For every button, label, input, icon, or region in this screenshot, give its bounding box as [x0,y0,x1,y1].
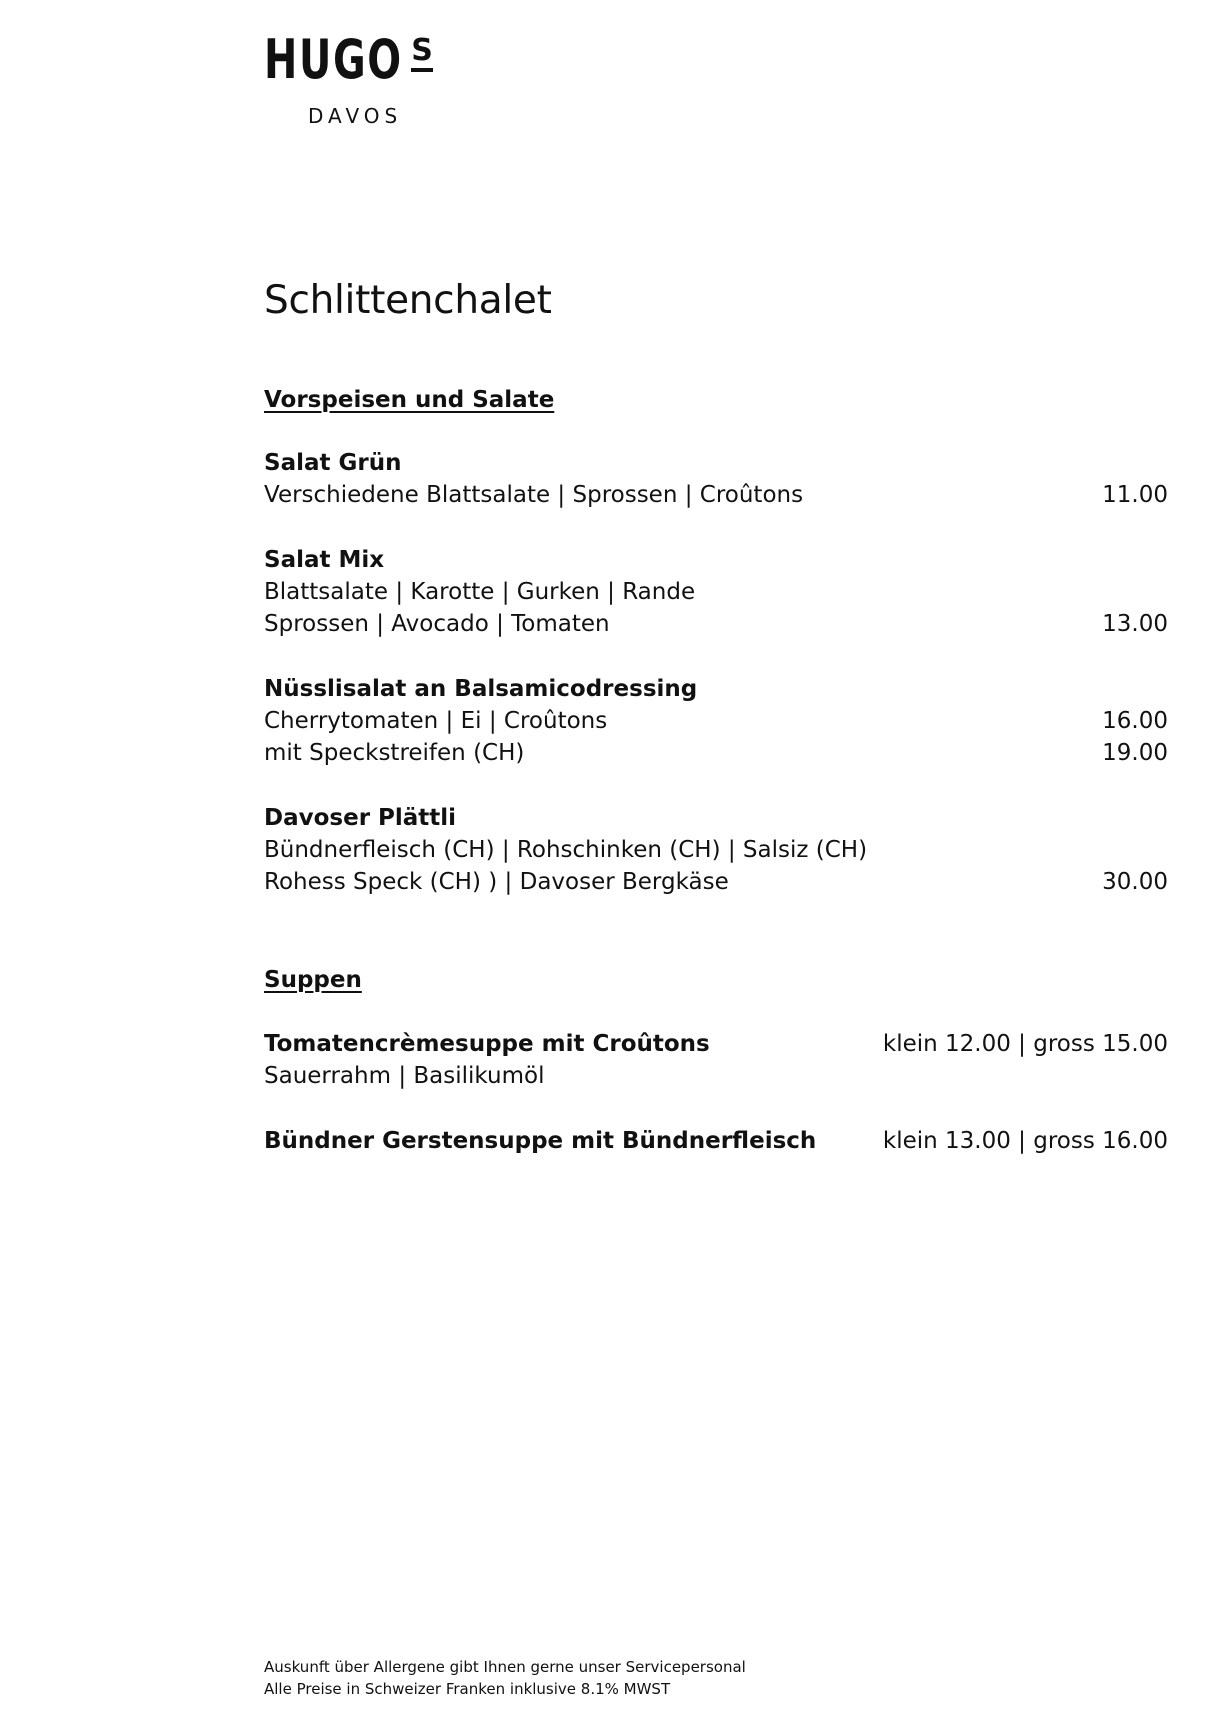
footer-price-note: Alle Preise in Schweizer Franken inklusive 8.1% MWST [264,1680,671,1698]
menu-item-price: 11.00 [1102,482,1168,508]
menu-item-name: Tomatencrèmesuppe mit Croûtons klein 12.00 | gross 15.00 [264,1031,1168,1057]
menu-item-price: 13.00 [1102,611,1168,637]
menu-item-name: Salat Grün [264,450,402,476]
logo [264,28,454,128]
menu-item-line: Sprossen | Avocado | Tomaten 13.00 [264,611,1168,637]
menu-item-name: Salat Mix [264,547,385,573]
menu-item-line: Sauerrahm | Basilikumöl [264,1063,545,1089]
menu-item-price: klein 12.00 | gross 15.00 [882,1031,1168,1057]
footer-allergen-note: Auskunft über Allergene gibt Ihnen gerne unser Servicepersonal [264,1658,746,1676]
menu-item-name: Nüsslisalat an Balsamicodressing [264,676,698,702]
menu-item-price: klein 13.00 | gross 16.00 [882,1128,1168,1154]
section-heading-vorspeisen: Vorspeisen und Salate [264,387,555,413]
menu-item-line: mit Speckstreifen (CH) 19.00 [264,740,1168,766]
section-heading-suppen: Suppen [264,967,362,993]
menu-item-price: 19.00 [1102,740,1168,766]
logo-wordmark: HUGO [264,28,403,91]
logo-location: DAVOS [308,104,403,128]
menu-item-line: Blattsalate | Karotte | Gurken | Rande [264,579,696,605]
menu-item-line: Cherrytomaten | Ei | Croûtons 16.00 [264,708,1168,734]
menu-item-line: Rohess Speck (CH) ) | Davoser Bergkäse 30.00 [264,869,1168,895]
menu-item-line: Verschiedene Blattsalate | Sprossen | Croûtons 11.00 [264,482,1168,508]
menu-item-line: Bündnerfleisch (CH) | Rohschinken (CH) | Salsiz (CH) [264,837,868,863]
logo-s-mark: S [411,36,433,72]
menu-item-name: Davoser Plättli [264,805,457,831]
menu-item-price: 16.00 [1102,708,1168,734]
menu-item-price: 30.00 [1102,869,1168,895]
menu-item-name: Bündner Gerstensuppe mit Bündnerfleisch klein 13.00 | gross 16.00 [264,1128,1168,1154]
page-title: Schlittenchalet [264,278,552,323]
